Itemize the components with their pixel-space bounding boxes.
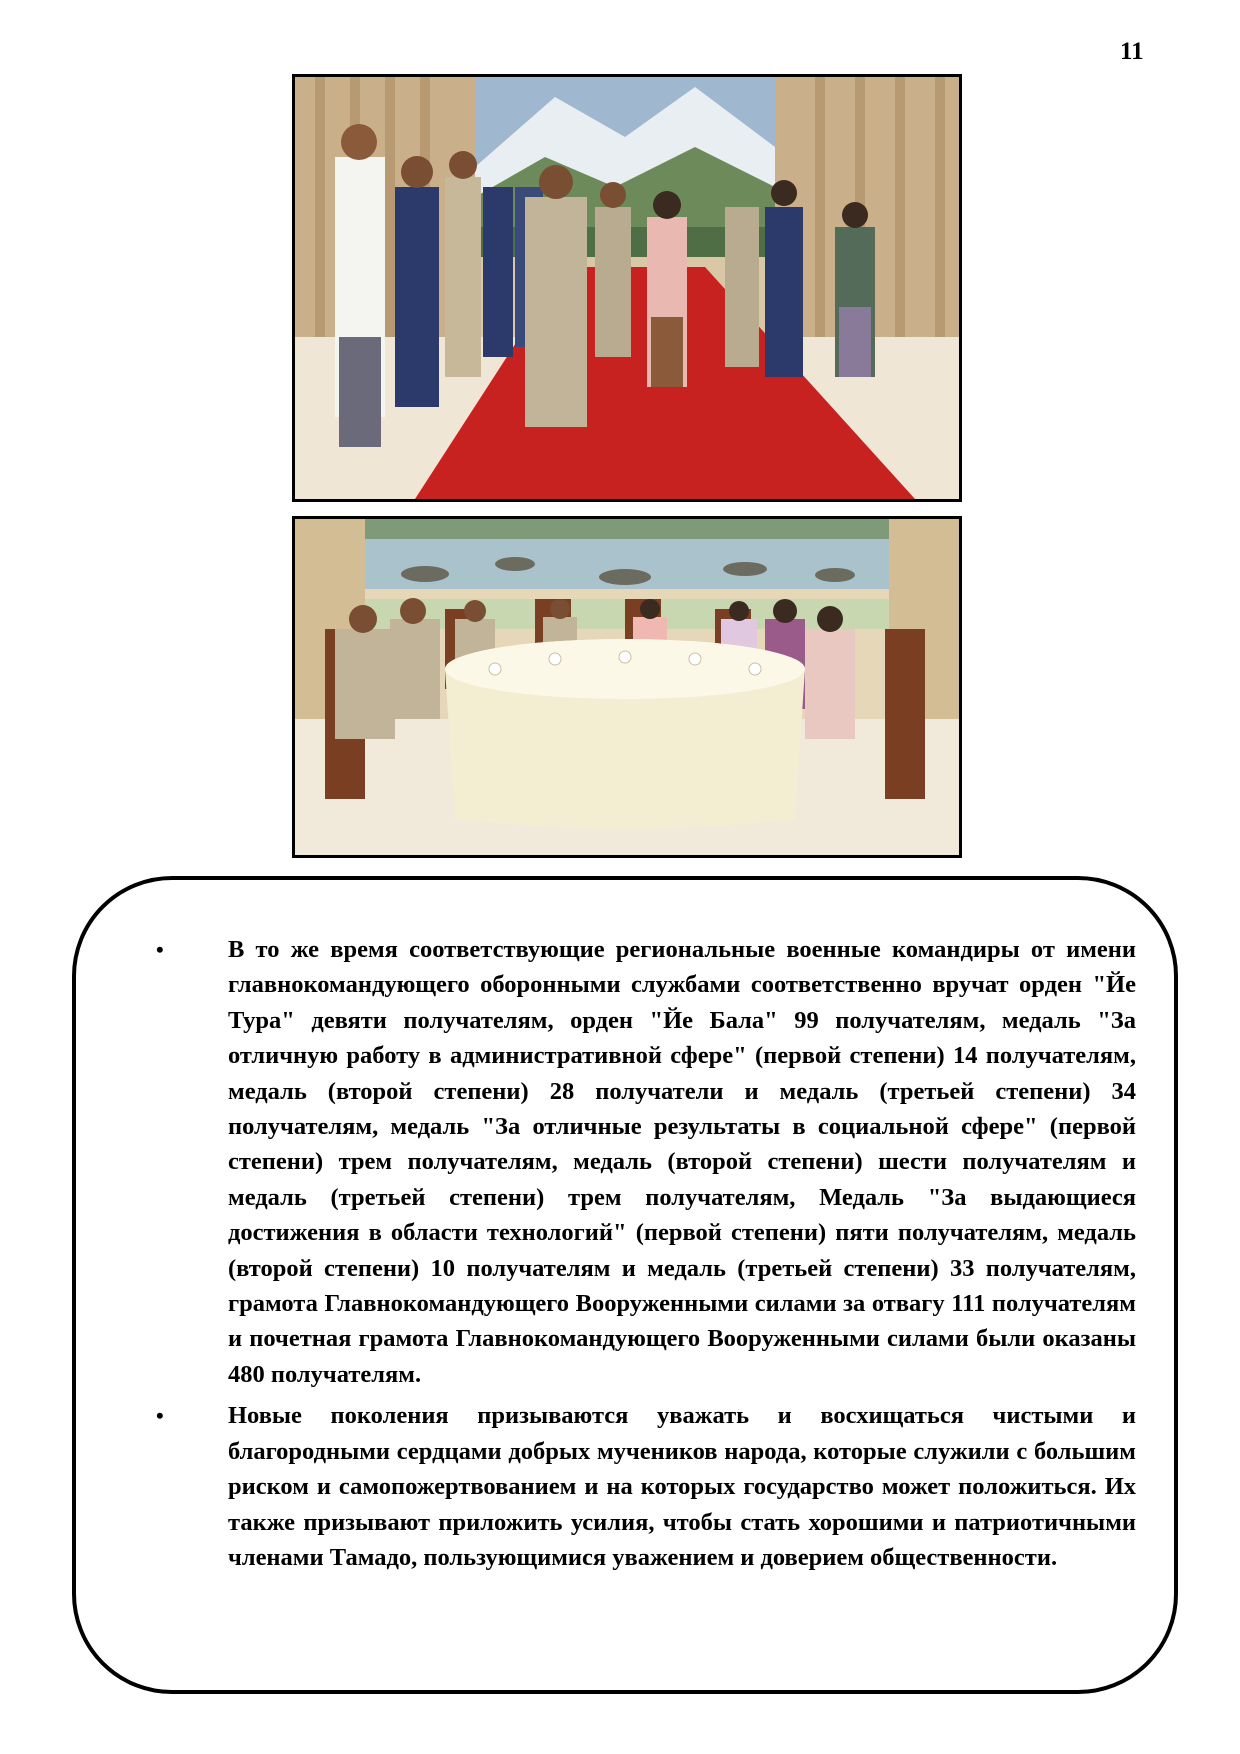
bullet-text: Новые поколения призываются уважать и восхищаться чистыми и благородными сердцами добрых мучеников народа, которые служили с большим риском и самопожертвованием и на которых государство может положиться. Их также призывают приложить усилия, чтобы стать хорошими и патриотичными членами Тамадо, пользующимися уважением и доверием общественности. [228, 1402, 1136, 1571]
photo-reception-red-carpet-icon [295, 77, 959, 499]
bullet-marker: • [156, 1403, 164, 1429]
reception-greeting-photo [292, 74, 962, 502]
photo-banquet-table-icon [295, 519, 959, 855]
text-box [72, 876, 1178, 1694]
bullet-list [156, 932, 1136, 1581]
page-number: 11 [1120, 38, 1144, 65]
bullet-text: В то же время соответствующие региональные военные командиры от имени главнокомандующего оборонными службами соответственно вручат орден "Йе Тура" девяти получателям, орден "Йе Бала" 99 получателям, медаль "За отличную работу в административной сфере" (первой степени) 14 получателям, медаль (второй степени) 28 получатели и медаль (третьей степени) 34 получателям, медаль "За отличные результаты в социальной сфере" (первой степени) трем получателям, медаль (второй степени) шести получателям и медаль (третьей степени) трем получателям, Медаль "За выдающиеся достижения в области технологий" (первой степени) пяти получателям, медаль (второй степени) 10 получателям и медаль (третьей степени) 33 получателям, грамота Главнокомандующего Вооруженными силами за отвагу 111 получателям и почетная грамота Главнокомандующего Вооруженными силами были оказаны 480 получателям. [228, 936, 1136, 1388]
bullet-item-2 [156, 1398, 1136, 1575]
banquet-round-table-photo [292, 516, 962, 858]
bullet-marker: • [156, 937, 164, 962]
bullet-item-1 [156, 932, 1136, 1392]
